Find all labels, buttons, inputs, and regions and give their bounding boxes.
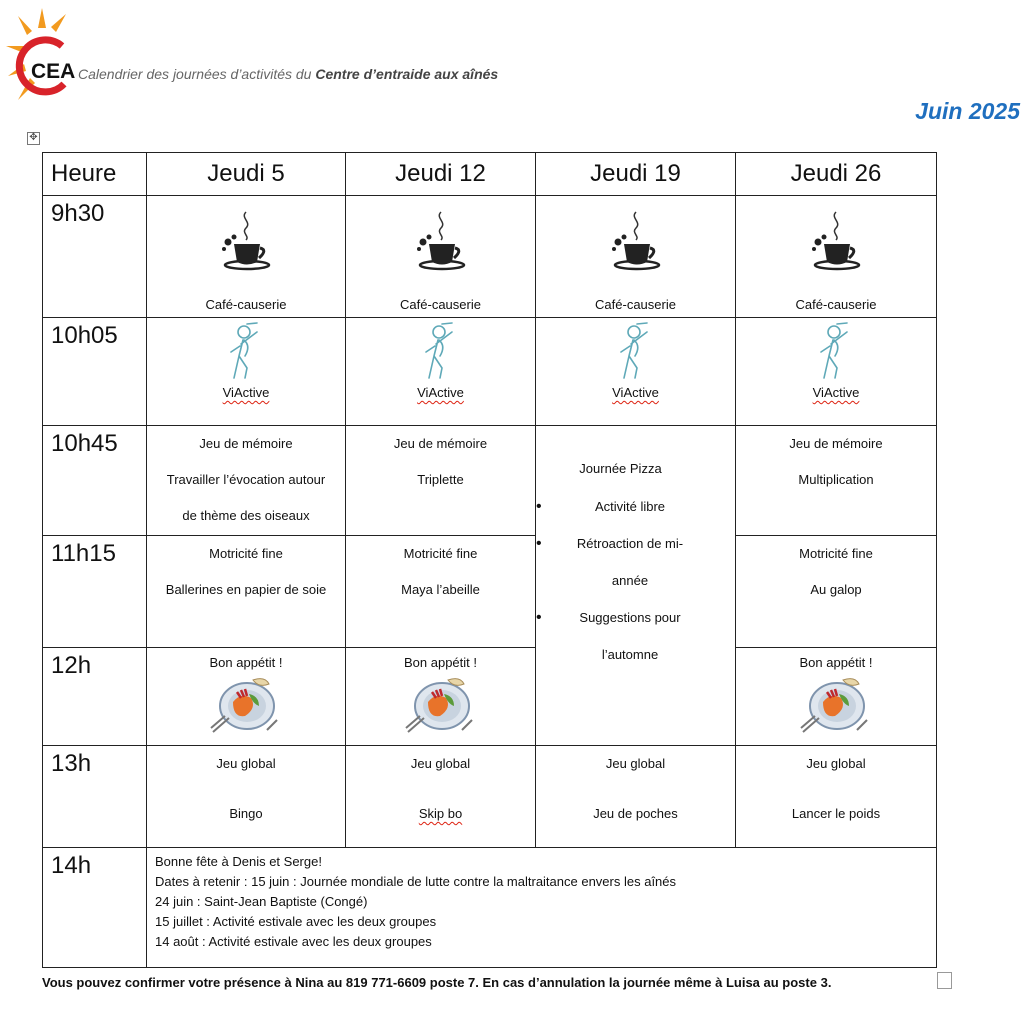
notes-cell — [147, 848, 937, 968]
motricity-detail: Maya l’abeille — [401, 582, 480, 597]
cafe-cell — [346, 196, 536, 318]
viactive-cell — [736, 318, 937, 426]
header-jeudi-12: Jeudi 12 — [346, 153, 536, 196]
exercising-person-icon — [536, 318, 735, 382]
exercising-person-icon — [346, 318, 535, 382]
motricity-detail: Ballerines en papier de soie — [165, 582, 327, 597]
note-line: Bonne fête à Denis et Serge! — [155, 854, 322, 869]
cafe-cell — [736, 196, 937, 318]
memory-cell — [147, 426, 346, 536]
row-12h — [43, 648, 937, 746]
meal-plate-icon — [736, 674, 936, 740]
motricity-title: Motricité fine — [403, 546, 478, 561]
activity-calendar-table — [42, 152, 937, 968]
lunch-label: Bon appétit ! — [799, 655, 873, 670]
motricity-title: Motricité fine — [209, 546, 283, 561]
row-14h — [43, 848, 937, 968]
global-detail: Bingo — [229, 806, 263, 821]
header-jeudi-5: Jeudi 5 — [147, 153, 346, 196]
month-title: Juin 2025 — [915, 98, 1020, 124]
viactive-cell — [346, 318, 536, 426]
note-line: 24 juin : Saint-Jean Baptiste (Congé) — [155, 894, 368, 909]
exercising-person-icon — [147, 318, 345, 382]
exercising-person-icon — [736, 318, 936, 382]
viactive-label: ViActive — [812, 385, 860, 400]
viactive-label: ViActive — [612, 385, 659, 400]
footer-note: Vous pouvez confirmer votre présence à Nina au 819 771-6609 poste 7. En cas d’annulation la journée même à Luisa au poste 3. — [42, 975, 832, 990]
header-jeudi-26: Jeudi 26 — [736, 153, 937, 196]
list-item: • Rétroaction de mi-année — [536, 525, 700, 599]
global-game-cell — [147, 746, 346, 848]
pizza-list — [536, 488, 735, 673]
time-label: 12h — [43, 648, 147, 746]
svg-text:CEA: CEA — [31, 60, 76, 83]
pizza-day-cell — [536, 426, 736, 746]
time-label: 11h15 — [43, 536, 147, 648]
lunch-cell — [346, 648, 536, 746]
lunch-cell — [736, 648, 937, 746]
memory-cell — [736, 426, 937, 536]
viactive-cell — [536, 318, 736, 426]
time-label: 10h05 — [43, 318, 147, 426]
paragraph-end-marker — [937, 972, 952, 989]
row-10h45 — [43, 426, 937, 536]
header-subtitle: Calendrier des journées d’activités du Centre d’entraide aux aînés — [78, 66, 499, 82]
lunch-cell — [147, 648, 346, 746]
list-item: • Activité libre — [536, 488, 700, 525]
meal-plate-icon — [147, 674, 345, 740]
memory-title: Jeu de mémoire — [789, 436, 883, 451]
memory-title: Jeu de mémoire — [199, 436, 293, 451]
global-detail: Lancer le poids — [791, 806, 881, 821]
viactive-label: ViActive — [222, 385, 270, 400]
cafe-cell — [147, 196, 346, 318]
time-label: 14h — [43, 848, 147, 968]
note-line: 14 août : Activité estivale avec les deux groupes — [155, 934, 432, 949]
table-move-handle-icon[interactable]: ✥ — [27, 132, 40, 145]
viactive-cell — [147, 318, 346, 426]
viactive-label: ViActive — [417, 385, 464, 400]
list-item: • Suggestions pour l’automne — [536, 599, 700, 673]
time-label: 13h — [43, 746, 147, 848]
global-title: Jeu global — [410, 756, 471, 771]
cafe-label: Café-causerie — [595, 297, 676, 312]
cafe-label: Café-causerie — [400, 297, 481, 312]
global-detail: Jeu de poches — [593, 806, 678, 821]
memory-detail: Travailler l’évocation autour — [166, 472, 326, 487]
note-line: Dates à retenir : 15 juin : Journée mondiale de lutte contre la maltraitance envers les aînés — [155, 874, 677, 889]
motricity-cell — [346, 536, 536, 648]
global-game-cell — [346, 746, 536, 848]
cafe-cell — [536, 196, 736, 318]
memory-detail: Multiplication — [798, 472, 874, 487]
header-heure: Heure — [43, 153, 147, 196]
global-detail: Skip bo — [418, 806, 463, 821]
motricity-cell — [147, 536, 346, 648]
global-title: Jeu global — [216, 756, 276, 771]
cea-logo — [4, 6, 84, 106]
pizza-title: Journée Pizza — [579, 461, 662, 476]
global-title: Jeu global — [605, 756, 666, 771]
coffee-cup-icon — [147, 196, 345, 294]
motricity-detail: Au galop — [810, 582, 862, 597]
global-game-cell — [536, 746, 736, 848]
cafe-label: Café-causerie — [795, 297, 877, 312]
memory-detail: de thème des oiseaux — [182, 508, 310, 523]
row-11h15 — [43, 536, 937, 648]
note-line: 15 juillet : Activité estivale avec les deux groupes — [155, 914, 437, 929]
row-9h30 — [43, 196, 937, 318]
meal-plate-icon — [346, 674, 535, 740]
row-13h — [43, 746, 937, 848]
motricity-title: Motricité fine — [799, 546, 873, 561]
motricity-cell — [736, 536, 937, 648]
row-10h05 — [43, 318, 937, 426]
global-game-cell — [736, 746, 937, 848]
coffee-cup-icon — [736, 196, 936, 294]
lunch-label: Bon appétit ! — [404, 655, 477, 670]
cafe-label: Café-causerie — [205, 297, 287, 312]
time-label: 9h30 — [43, 196, 147, 318]
table-header-row — [43, 153, 937, 196]
memory-title: Jeu de mémoire — [393, 436, 488, 451]
lunch-label: Bon appétit ! — [209, 655, 283, 670]
memory-cell — [346, 426, 536, 536]
coffee-cup-icon — [346, 196, 535, 294]
global-title: Jeu global — [806, 756, 866, 771]
coffee-cup-icon — [536, 196, 735, 294]
header-jeudi-19: Jeudi 19 — [536, 153, 736, 196]
time-label: 10h45 — [43, 426, 147, 536]
memory-detail: Triplette — [417, 472, 464, 487]
